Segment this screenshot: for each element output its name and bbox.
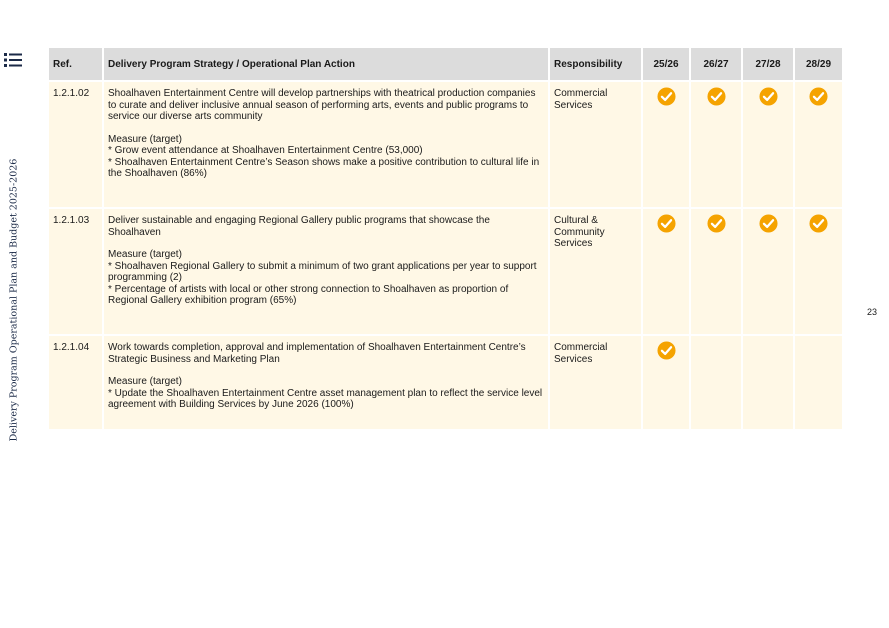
row-responsibility: Commercial Services: [548, 334, 641, 429]
row-year-cell: [793, 334, 842, 429]
row-year-cell: [641, 334, 689, 429]
document-side-title: Delivery Program Operational Plan and Budget 2025-2026: [8, 158, 20, 442]
row-action-text: Work towards completion, approval and implementation of Shoalhaven Entertainment Centre’s Strategic Business and Marketing Plan: [108, 342, 526, 365]
row-year-cell: [641, 80, 689, 207]
row-year-cell: [641, 207, 689, 334]
header-year-25-26: 25/26: [641, 48, 689, 80]
operational-plan-table: [49, 48, 842, 429]
header-ref: Ref.: [49, 48, 102, 80]
header-year-26-27: 26/27: [689, 48, 741, 80]
row-measure-item: * Shoalhaven Regional Gallery to submit a minimum of two grant applications per year to support programming (2): [108, 260, 537, 283]
header-year-28-29: 28/29: [793, 48, 842, 80]
checkmark-circle-icon: [657, 341, 676, 360]
row-year-cell: [741, 334, 793, 429]
row-measure-item: * Grow event attendance at Shoalhaven Entertainment Centre (53,000): [108, 145, 423, 156]
header-year-27-28: 27/28: [741, 48, 793, 80]
row-year-cell: [689, 80, 741, 207]
row-action-cell: [102, 80, 548, 207]
row-year-cell: [689, 334, 741, 429]
checkmark-circle-icon: [707, 87, 726, 106]
checkmark-circle-icon: [759, 214, 778, 233]
checkmark-circle-icon: [657, 214, 676, 233]
checkmark-circle-icon: [759, 87, 778, 106]
checkmark-circle-icon: [657, 87, 676, 106]
row-ref: 1.2.1.02: [49, 80, 102, 207]
table-header-row: [49, 48, 842, 80]
row-measure-item: * Percentage of artists with local or other strong connection to Shoalhaven as proportion of Regional Gallery exhibition program (65%): [108, 283, 509, 306]
table-row: [49, 80, 842, 207]
row-ref: 1.2.1.03: [49, 207, 102, 334]
checkmark-circle-icon: [707, 214, 726, 233]
row-measure-label: Measure (target): [108, 376, 182, 387]
row-year-cell: [689, 207, 741, 334]
row-measure-label: Measure (target): [108, 249, 182, 260]
checkmark-circle-icon: [809, 214, 828, 233]
row-action-text: Deliver sustainable and engaging Regional Gallery public programs that showcase the Shoalhaven: [108, 215, 490, 238]
header-action: Delivery Program Strategy / Operational Plan Action: [102, 48, 548, 80]
row-ref: 1.2.1.04: [49, 334, 102, 429]
row-year-cell: [793, 80, 842, 207]
header-responsibility: Responsibility: [548, 48, 641, 80]
checkmark-circle-icon: [809, 87, 828, 106]
list-menu-icon[interactable]: [4, 52, 22, 68]
row-measure-item: * Shoalhaven Entertainment Centre’s Season shows make a positive contribution to cultural life in the Shoalhaven (86%): [108, 156, 540, 179]
row-responsibility: Cultural & Community Services: [548, 207, 641, 334]
row-action-cell: [102, 334, 548, 429]
page-number: 23: [867, 307, 878, 317]
row-action-cell: [102, 207, 548, 334]
row-measure-label: Measure (target): [108, 133, 182, 145]
table-row: [49, 334, 842, 429]
row-year-cell: [793, 207, 842, 334]
row-action-text: Shoalhaven Entertainment Centre will develop partnerships with theatrical production companies to curate and deliver inclusive annual season of performing arts, events and public programs to service our diverse arts community: [108, 88, 536, 122]
row-measure-item: * Update the Shoalhaven Entertainment Centre asset management plan to reflect the service level agreement with Building Services by June 2026 (100%): [108, 387, 543, 410]
row-year-cell: [741, 80, 793, 207]
table-row: [49, 207, 842, 334]
row-year-cell: [741, 207, 793, 334]
row-responsibility: Commercial Services: [548, 80, 641, 207]
